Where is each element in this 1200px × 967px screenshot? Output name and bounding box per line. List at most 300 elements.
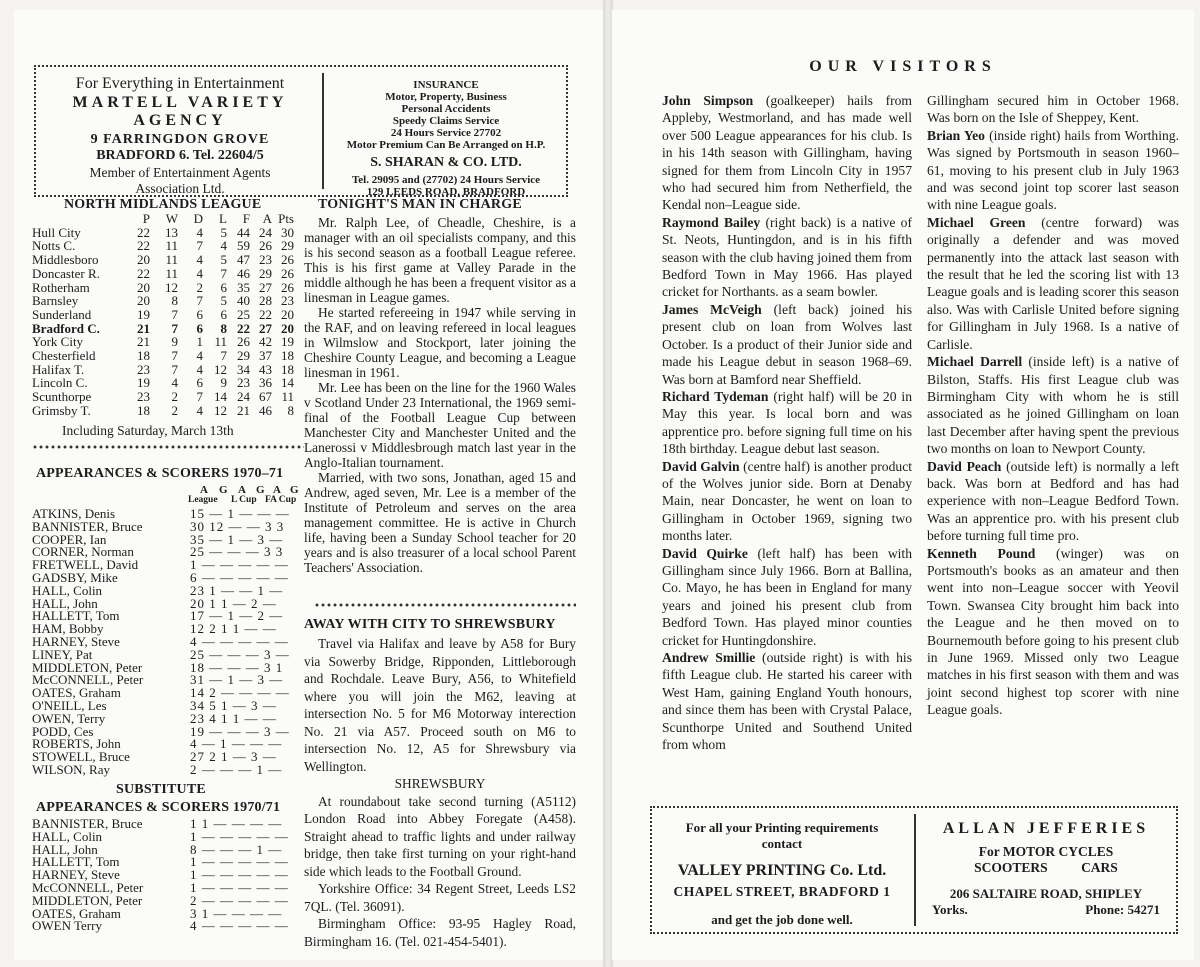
away-title: AWAY WITH CITY TO SHREWSBURY xyxy=(304,617,556,632)
visitor-profile xyxy=(927,92,1179,127)
league-row xyxy=(32,239,294,253)
league-cell-p: 22 xyxy=(137,224,150,240)
wavy-divider xyxy=(32,444,304,450)
league-cell-d: 4 xyxy=(196,402,203,418)
visitor-name: David Quirke xyxy=(662,545,748,561)
player-name: MIDDLETON, Peter xyxy=(32,892,143,908)
sharan-line-8: Tel. 29095 and (27702) 24 Hours Service xyxy=(351,174,541,186)
league-header: P xyxy=(142,211,150,226)
visitor-profile xyxy=(662,649,912,753)
player-stats: 23 4 1 1 — — xyxy=(190,710,277,726)
col-header: L Cup xyxy=(231,495,257,505)
player-stats: 1 — — — — — xyxy=(190,557,289,573)
league-cell-a: 67 xyxy=(259,389,272,405)
valley-line-2: contact xyxy=(761,836,803,851)
player-name: HAM, Bobby xyxy=(32,621,104,637)
visitors-column-1 xyxy=(662,92,912,753)
league-cell-pts: 19 xyxy=(281,334,294,350)
player-name: BANNISTER, Bruce xyxy=(32,518,143,534)
visitor-name: Andrew Smillie xyxy=(662,650,756,665)
appearances-title: APPEARANCES & SCORERS 1970–71 xyxy=(36,466,284,481)
right-page xyxy=(612,10,1194,960)
visitor-name: Michael Darrell xyxy=(927,354,1023,370)
player-stats: 35 — 1 — 3 — xyxy=(190,531,284,547)
player-stats: 14 2 — — — — xyxy=(190,685,290,701)
league-team: Grimsby T. xyxy=(32,402,91,418)
visitors-column-2 xyxy=(927,92,1179,719)
substitute-subtitle: APPEARANCES & SCORERS 1970/71 xyxy=(36,800,281,815)
league-row xyxy=(32,294,294,308)
league-cell-pts: 8 xyxy=(287,402,294,418)
away-subheading: SHREWSBURY xyxy=(394,776,486,791)
player-name: O'NEILL, Les xyxy=(32,697,107,713)
player-name: HARNEY, Steve xyxy=(32,867,120,883)
league-team: Bradford C. xyxy=(32,320,100,336)
player-stats: 34 5 1 — 3 — xyxy=(190,697,277,713)
league-cell-a: 22 xyxy=(259,306,272,322)
league-header-row xyxy=(32,212,294,226)
jefferies-line-4: 206 SALTAIRE ROAD, SHIPLEY xyxy=(949,886,1143,901)
league-row xyxy=(32,390,294,404)
martell-panel xyxy=(40,67,320,195)
player-name: HALL, Colin xyxy=(32,582,103,598)
league-cell-w: 11 xyxy=(165,252,178,268)
league-cell-a: 27 xyxy=(259,320,272,336)
player-stats: 4 — — — — — xyxy=(190,633,289,649)
player-stats: 3 1 — — — — xyxy=(190,905,283,921)
league-cell-f: 23 xyxy=(237,375,250,391)
col-header: A xyxy=(200,484,208,496)
league-cell-a: 36 xyxy=(259,375,272,391)
sharan-line-6: Motor Premium Can Be Arranged on H.P. xyxy=(346,139,546,151)
league-cell-l: 4 xyxy=(220,238,227,254)
league-cell-f: 29 xyxy=(237,348,250,364)
league-cell-d: 1 xyxy=(196,334,203,350)
league-team: York City xyxy=(32,334,84,350)
visitor-text: (left back) joined his present club on loan from Wolves last October. Is a product of their Junior side and made his League debut in season 1968–69. Was born at Bamford near Sheffield. xyxy=(662,301,913,387)
league-cell-a: 26 xyxy=(259,238,272,254)
visitor-name: Kenneth Pound xyxy=(927,545,1036,561)
player-stats: 15 — 1 — — — xyxy=(190,506,290,521)
player-stats: 6 — — — — — xyxy=(190,569,289,585)
substitute-table xyxy=(32,818,314,933)
league-cell-l: 7 xyxy=(220,348,227,364)
league-row xyxy=(32,281,294,295)
player-name: ATKINS, Denis xyxy=(32,506,116,521)
visitor-text: Gillingham secured him in October 1968. Was born on the Isle of Sheppey, Kent. xyxy=(927,93,1179,126)
martell-line-5: BRADFORD 6. Tel. 22604/5 xyxy=(96,148,264,163)
league-team: Middlesboro xyxy=(32,252,99,268)
visitor-profile xyxy=(662,458,912,545)
advert-divider xyxy=(914,814,916,926)
player-stats: 12 2 1 1 — — xyxy=(190,621,277,637)
advert-divider xyxy=(322,73,324,189)
league-cell-pts: 30 xyxy=(281,224,294,240)
league-cell-pts: 11 xyxy=(281,389,294,405)
league-cell-p: 23 xyxy=(137,389,150,405)
visitor-profile xyxy=(927,214,1179,353)
away-article xyxy=(304,635,576,950)
visitor-name: Raymond Bailey xyxy=(662,214,761,230)
league-cell-pts: 20 xyxy=(281,306,294,322)
league-team: Barnsley xyxy=(32,293,79,309)
visitor-text: (right half) will be 20 in May this year. Is local born and was apprentice pro. before signing full time on his 18th birthday. League debut last season. xyxy=(662,388,912,457)
visitor-profile xyxy=(662,214,912,301)
league-cell-pts: 20 xyxy=(281,320,294,336)
league-team: Halifax T. xyxy=(32,361,85,377)
league-cell-pts: 18 xyxy=(281,348,294,364)
league-cell-l: 6 xyxy=(220,279,227,295)
player-stats: 31 — 1 — 3 — xyxy=(190,672,284,688)
jefferies-town: Yorks. xyxy=(932,902,968,917)
league-cell-pts: 14 xyxy=(281,375,294,391)
league-cell-w: 8 xyxy=(171,293,178,309)
sharan-panel xyxy=(328,67,564,198)
away-paragraph: At roundabout take second turning (A5112) London Road into Abbey Foregate (A458). Straight ahead to traffic lights and under railway bridge, then take first turning on your right-hand side which leads to the Football Ground. xyxy=(304,793,576,879)
referee-paragraph: He started refereeing in 1947 while serving in the RAF, and on leaving refereed in local leagues in Wilmslow and Stockport, later joining the Cheshire County League, and becoming a League linesman in 1961. xyxy=(304,305,576,380)
league-header: W xyxy=(165,211,178,226)
league-cell-l: 12 xyxy=(214,361,227,377)
player-name: LINEY, Pat xyxy=(32,646,93,662)
league-cell-p: 20 xyxy=(137,293,150,309)
away-paragraph: Travel via Halifax and leave by A58 for Bury via Sowerby Bridge, Ripponden, Littleborough and Rochdale. Leave Bury, A56, to Whitefield where you will join the M62, leaving at intersection No. 5 for M6 Motorway interection No. 21 via A57. Proceed south on M6 to intersection No. 12, A5 for Shrewsbury via Wellington. xyxy=(304,636,576,774)
player-name: FRETWELL, David xyxy=(32,557,139,573)
player-stats: 1 — — — — — xyxy=(190,867,289,883)
league-header: F xyxy=(242,211,250,226)
player-stats: 1 — — — — — xyxy=(190,828,289,844)
jefferies-panel xyxy=(920,808,1172,932)
martell-line-7: Association Ltd. xyxy=(135,181,225,196)
league-cell-d: 4 xyxy=(196,361,203,377)
player-stats: 4 — 1 — — — xyxy=(190,736,283,752)
league-team: Sunderland xyxy=(32,306,92,322)
league-cell-p: 19 xyxy=(137,306,150,322)
referee-paragraph: Married, with two sons, Jonathan, aged 15 and Andrew, aged seven, Mr. Lee is a member of the Institute of Petroleum and serves on the area management committee. He is active in Church life, having been a Sunday School teacher for 20 years and is also treasurer of a local school Parent Teachers' Association. xyxy=(304,470,576,575)
league-cell-d: 6 xyxy=(196,306,203,322)
jefferies-scooters: SCOOTERS xyxy=(974,860,1048,875)
league-cell-l: 14 xyxy=(214,389,227,405)
visitor-text: (inside right) hails from Worthing. Was signed by Portsmouth in season 1960–61, moving to his present club in July 1963 and was second joint top scorer last season with nine League goals. xyxy=(927,127,1179,213)
player-name: HALLETT, Tom xyxy=(32,608,120,624)
league-cell-f: 24 xyxy=(237,389,250,405)
league-cell-p: 18 xyxy=(137,348,150,364)
league-cell-p: 20 xyxy=(137,252,150,268)
league-cell-a: 28 xyxy=(259,293,272,309)
jefferies-line-5 xyxy=(920,902,1172,918)
visitor-text: (left half) has been with Gillingham since July 1966. Born at Ballina, Co. Mayo, he has been in England for many years and joined his present club from Bedford Town. Has played minor counties cricket for Huntingdonshire. xyxy=(662,545,913,648)
league-cell-f: 44 xyxy=(237,224,250,240)
league-cell-d: 4 xyxy=(196,252,203,268)
valley-panel xyxy=(656,808,908,932)
player-name: HALLETT, Tom xyxy=(32,854,120,870)
league-row xyxy=(32,335,294,349)
jefferies-line-2: For MOTOR CYCLES xyxy=(978,844,1114,859)
player-stats: 4 — — — — — xyxy=(190,918,289,934)
martell-advert xyxy=(34,65,568,197)
player-name: OWEN, Terry xyxy=(32,710,106,726)
jefferies-line-1: ALLAN JEFFERIES xyxy=(942,820,1150,837)
league-note: Including Saturday, March 13th xyxy=(62,423,234,438)
league-cell-d: 7 xyxy=(196,293,203,309)
league-team: Chesterfield xyxy=(32,348,96,364)
league-row xyxy=(32,267,294,281)
league-row xyxy=(32,308,294,322)
valley-line-4: CHAPEL STREET, BRADFORD 1 xyxy=(673,884,891,899)
league-cell-w: 7 xyxy=(171,361,178,377)
sharan-line-1: INSURANCE xyxy=(413,79,479,91)
league-team: Rotherham xyxy=(32,279,90,295)
visitor-name: Michael Green xyxy=(927,214,1026,230)
league-cell-p: 22 xyxy=(137,238,150,254)
player-row xyxy=(32,764,314,777)
valley-line-5: and get the job done well. xyxy=(711,912,853,927)
col-header: FA Cup xyxy=(265,495,297,505)
player-stats: 1 — — — — — xyxy=(190,879,289,895)
league-cell-l: 5 xyxy=(220,252,227,268)
player-stats: 25 — — — 3 — xyxy=(190,646,290,662)
league-cell-d: 2 xyxy=(196,279,203,295)
league-team: Lincoln C. xyxy=(32,375,88,391)
visitors-title: OUR VISITORS xyxy=(809,58,997,75)
player-stats: 25 — — — 3 3 xyxy=(190,544,284,560)
valley-line-3: VALLEY PRINTING Co. Ltd. xyxy=(677,862,887,879)
league-header: Pts xyxy=(278,211,294,226)
sharan-line-2: Motor, Property, Business xyxy=(385,91,507,103)
league-cell-w: 7 xyxy=(171,320,178,336)
martell-line-6: Member of Entertainment Agents xyxy=(89,165,271,180)
jefferies-phone: Phone: 54271 xyxy=(1085,902,1160,917)
league-cell-d: 7 xyxy=(196,389,203,405)
league-cell-a: 43 xyxy=(259,361,272,377)
visitor-profile xyxy=(927,127,1179,214)
league-cell-w: 7 xyxy=(171,348,178,364)
away-paragraph: Yorkshire Office: 34 Regent Street, Leeds LS2 7QL. (Tel. 36091). xyxy=(304,881,576,914)
league-cell-l: 11 xyxy=(214,334,227,350)
league-row xyxy=(32,376,294,390)
referee-paragraph: Mr. Lee has been on the line for the 1960 Wales v Scotland Under 23 International, the 1969 semi-final of the Football League Cup between Manchester City and Manchester United and the Lanerossi v Middlesbrough match last year in the Anglo-Italian tournament. xyxy=(304,380,576,470)
away-paragraph: Birmingham Office: 93-95 Hagley Road, Birmingham 16. (Tel. 021-454-5401). xyxy=(304,916,576,949)
player-name: ROBERTS, John xyxy=(32,736,121,752)
martell-line-2: MARTELL VARIETY xyxy=(72,94,288,111)
league-cell-a: 42 xyxy=(259,334,272,350)
league-cell-w: 12 xyxy=(165,279,178,295)
col-header: G xyxy=(290,484,299,496)
sharan-line-9: 129 LEEDS ROAD, BRADFORD xyxy=(366,186,526,198)
league-cell-f: 40 xyxy=(237,293,250,309)
league-cell-p: 21 xyxy=(137,334,150,350)
sharan-line-7: S. SHARAN & CO. LTD. xyxy=(370,155,522,170)
player-name: McCONNELL, Peter xyxy=(32,672,144,688)
league-cell-pts: 26 xyxy=(281,265,294,281)
league-cell-pts: 18 xyxy=(281,361,294,377)
sharan-line-4: Speedy Claims Service xyxy=(392,115,500,127)
league-cell-w: 2 xyxy=(171,402,178,418)
player-row xyxy=(32,920,314,933)
league-cell-a: 27 xyxy=(259,279,272,295)
visitor-profile xyxy=(662,92,912,214)
league-row xyxy=(32,349,294,363)
player-stats: 2 — — — 1 — xyxy=(190,761,283,777)
martell-line-4: 9 FARRINGDON GROVE xyxy=(90,132,270,147)
player-name: COOPER, Ian xyxy=(32,531,107,547)
col-header: League xyxy=(188,495,218,505)
league-team: Scunthorpe xyxy=(32,389,92,405)
appearances-table xyxy=(32,508,314,777)
league-cell-w: 7 xyxy=(171,306,178,322)
league-cell-a: 37 xyxy=(259,348,272,364)
visitor-name: Richard Tydeman xyxy=(662,388,769,404)
league-cell-d: 6 xyxy=(196,320,203,336)
player-name: OATES, Graham xyxy=(32,905,121,921)
col-header: A xyxy=(238,484,246,496)
league-header: D xyxy=(193,211,203,226)
league-cell-p: 20 xyxy=(137,279,150,295)
league-cell-p: 22 xyxy=(137,265,150,281)
player-stats: 27 2 1 — 3 — xyxy=(190,749,277,765)
visitor-profile xyxy=(927,458,1179,545)
player-stats: 23 1 — — 1 — xyxy=(190,582,284,598)
league-cell-p: 23 xyxy=(137,361,150,377)
player-name: OATES, Graham xyxy=(32,685,121,701)
visitor-text: (outside right) is with his fifth League club. He started his career with West Ham, gaining England Youth honours, and since them has been with Crystal Palace, Scunthorpe United and Southend United from whom xyxy=(662,650,913,753)
league-cell-w: 2 xyxy=(171,389,178,405)
league-cell-f: 26 xyxy=(237,334,250,350)
visitor-text: (winger) was on Portsmouth's books as an amateur and then went into non–League soccer with Yeovil Town. Swansea City brought him back into the League and he then moved on to Bournemouth before going to his present club in June 1969. Missed only two League matches in his first season with them and was joint second highest top scorer with nine League goals. xyxy=(927,545,1180,718)
league-table xyxy=(32,212,294,418)
visitor-text: (inside left) is a native of Bilston, Staffs. His first League club was Birmingham City with whom he is still associated as he joined Gillingham on loan last December after having spent the previous two months on loan to Newport County. xyxy=(927,354,1180,457)
player-stats: 17 — 1 — 2 — xyxy=(190,608,284,624)
printing-advert xyxy=(650,806,1178,934)
league-cell-l: 9 xyxy=(220,375,227,391)
league-cell-pts: 26 xyxy=(281,252,294,268)
league-cell-a: 29 xyxy=(259,265,272,281)
martell-line-1: For Everything in Entertainment xyxy=(75,75,285,92)
player-name: OWEN Terry xyxy=(32,918,102,934)
league-cell-d: 6 xyxy=(196,375,203,391)
league-cell-f: 22 xyxy=(237,320,250,336)
sharan-line-5: 24 Hours Service 27702 xyxy=(390,127,502,139)
player-stats: 2 — — — — — xyxy=(190,892,289,908)
league-cell-d: 7 xyxy=(196,238,203,254)
visitor-text: (centre forward) was originally a defender and was moved permanently into the attack last season with the result that he led the scoring list with 13 League goals and is leading scorer this season also. Was with Carlisle United before signing for Gillingham in July 1968. Is a native of Carlisle. xyxy=(927,214,1179,352)
visitor-name: John Simpson xyxy=(662,93,754,108)
league-header: A xyxy=(262,211,272,226)
league-cell-w: 11 xyxy=(165,265,178,281)
col-header: G xyxy=(256,484,265,496)
wavy-divider xyxy=(314,602,576,608)
player-name: WILSON, Ray xyxy=(32,761,110,777)
league-cell-l: 5 xyxy=(220,293,227,309)
player-name: HALL, Colin xyxy=(32,828,103,844)
player-stats: 1 — — — — — xyxy=(190,854,289,870)
league-cell-l: 12 xyxy=(214,402,227,418)
league-cell-l: 7 xyxy=(220,265,227,281)
player-stats: 20 1 1 — 2 — xyxy=(190,595,277,611)
jefferies-cars: CARS xyxy=(1081,860,1118,875)
league-cell-p: 21 xyxy=(137,320,150,336)
league-cell-f: 21 xyxy=(237,402,250,418)
player-stats: 19 — — — 3 — xyxy=(190,723,290,739)
visitor-name: David Galvin xyxy=(662,458,740,474)
visitor-profile xyxy=(927,353,1179,457)
player-name: PODD, Ces xyxy=(32,723,94,739)
player-stats: 1 1 — — — — xyxy=(190,816,283,831)
league-cell-w: 13 xyxy=(165,224,178,240)
player-name: HARNEY, Steve xyxy=(32,633,120,649)
league-row xyxy=(32,363,294,377)
visitor-name: James McVeigh xyxy=(662,301,762,317)
league-team: Notts C. xyxy=(32,238,76,254)
valley-line-1: For all your Printing requirements xyxy=(685,820,879,835)
martell-line-3: AGENCY xyxy=(133,112,227,129)
league-cell-f: 59 xyxy=(237,238,250,254)
league-cell-w: 4 xyxy=(171,375,178,391)
league-cell-l: 8 xyxy=(220,320,227,336)
visitor-text: (centre half) is another product of the Wolves junior side. Born at Denaby Main, near Doncaster, he went on loan to Gillingham in October 1969, signing two months later. xyxy=(662,458,913,544)
league-cell-f: 25 xyxy=(237,306,250,322)
league-cell-f: 46 xyxy=(237,265,250,281)
jefferies-line-3 xyxy=(920,860,1172,876)
league-cell-f: 35 xyxy=(237,279,250,295)
league-cell-l: 6 xyxy=(220,306,227,322)
league-row xyxy=(32,322,294,336)
col-header: G xyxy=(219,484,228,496)
substitute-title: SUBSTITUTE xyxy=(116,782,206,797)
visitor-text: (outside left) is normally a left back. Was born at Bedford and has had experience with non–League Bedford Town. Was an apprentice pro. with his present club before turning full time pro. xyxy=(927,458,1180,544)
league-cell-pts: 29 xyxy=(281,238,294,254)
league-cell-d: 4 xyxy=(196,265,203,281)
league-team: Doncaster R. xyxy=(32,265,100,281)
referee-title: TONIGHT'S MAN IN CHARGE xyxy=(318,197,522,212)
visitor-name: David Peach xyxy=(927,458,1002,474)
referee-paragraph: Mr. Ralph Lee, of Cheadle, Cheshire, is a manager with an oil specialists company, and this is his second season as a football League referee. This is his first game at Valley Parade in the middle although he has been a frequent visitor as a linesman in League games. xyxy=(304,215,576,305)
sharan-line-3: Personal Accidents xyxy=(401,103,491,115)
player-name: HALL, John xyxy=(32,841,98,857)
league-cell-p: 19 xyxy=(137,375,150,391)
player-name: MIDDLETON, Peter xyxy=(32,659,143,675)
league-cell-a: 46 xyxy=(259,402,272,418)
visitor-text: (goalkeeper) hails from Appleby, Westmorland, and has made well over 500 League appearances for his club. Is in his 14th season with Gillingham, having signed for them from Lincoln City in 1957 who had secured him from Netherfield, the Kendal non–League side. xyxy=(662,93,912,213)
player-name: GADSBY, Mike xyxy=(32,569,118,585)
league-cell-d: 4 xyxy=(196,224,203,240)
player-name: BANNISTER, Bruce xyxy=(32,816,143,831)
visitor-profile xyxy=(662,388,912,458)
league-cell-a: 23 xyxy=(259,252,272,268)
player-name: STOWELL, Bruce xyxy=(32,749,130,765)
player-stats: 18 — — — 3 1 xyxy=(190,659,284,675)
league-row xyxy=(32,253,294,267)
league-row xyxy=(32,404,294,418)
league-cell-pts: 26 xyxy=(281,279,294,295)
league-cell-f: 34 xyxy=(237,361,250,377)
player-name: McCONNELL, Peter xyxy=(32,879,144,895)
player-stats: 30 12 — — 3 3 xyxy=(190,518,285,534)
league-cell-w: 11 xyxy=(165,238,178,254)
league-cell-l: 5 xyxy=(220,224,227,240)
league-cell-p: 18 xyxy=(137,402,150,418)
league-row xyxy=(32,226,294,240)
league-cell-d: 4 xyxy=(196,348,203,364)
visitor-name: Brian Yeo xyxy=(927,127,985,143)
visitor-profile xyxy=(927,545,1179,719)
visitor-profile xyxy=(662,301,912,388)
league-title: NORTH MIDLANDS LEAGUE xyxy=(64,197,262,212)
league-team: Hull City xyxy=(32,224,81,240)
left-page xyxy=(14,10,604,960)
league-header: L xyxy=(219,211,227,226)
visitor-text: (right back) is a native of St. Neots, Huntingdon, and is in his fifth season with the club having joined them from Bedford Town in May 1966. Has played cricket for Northants. as a seam bowler. xyxy=(662,214,912,300)
visitor-profile xyxy=(662,545,912,649)
